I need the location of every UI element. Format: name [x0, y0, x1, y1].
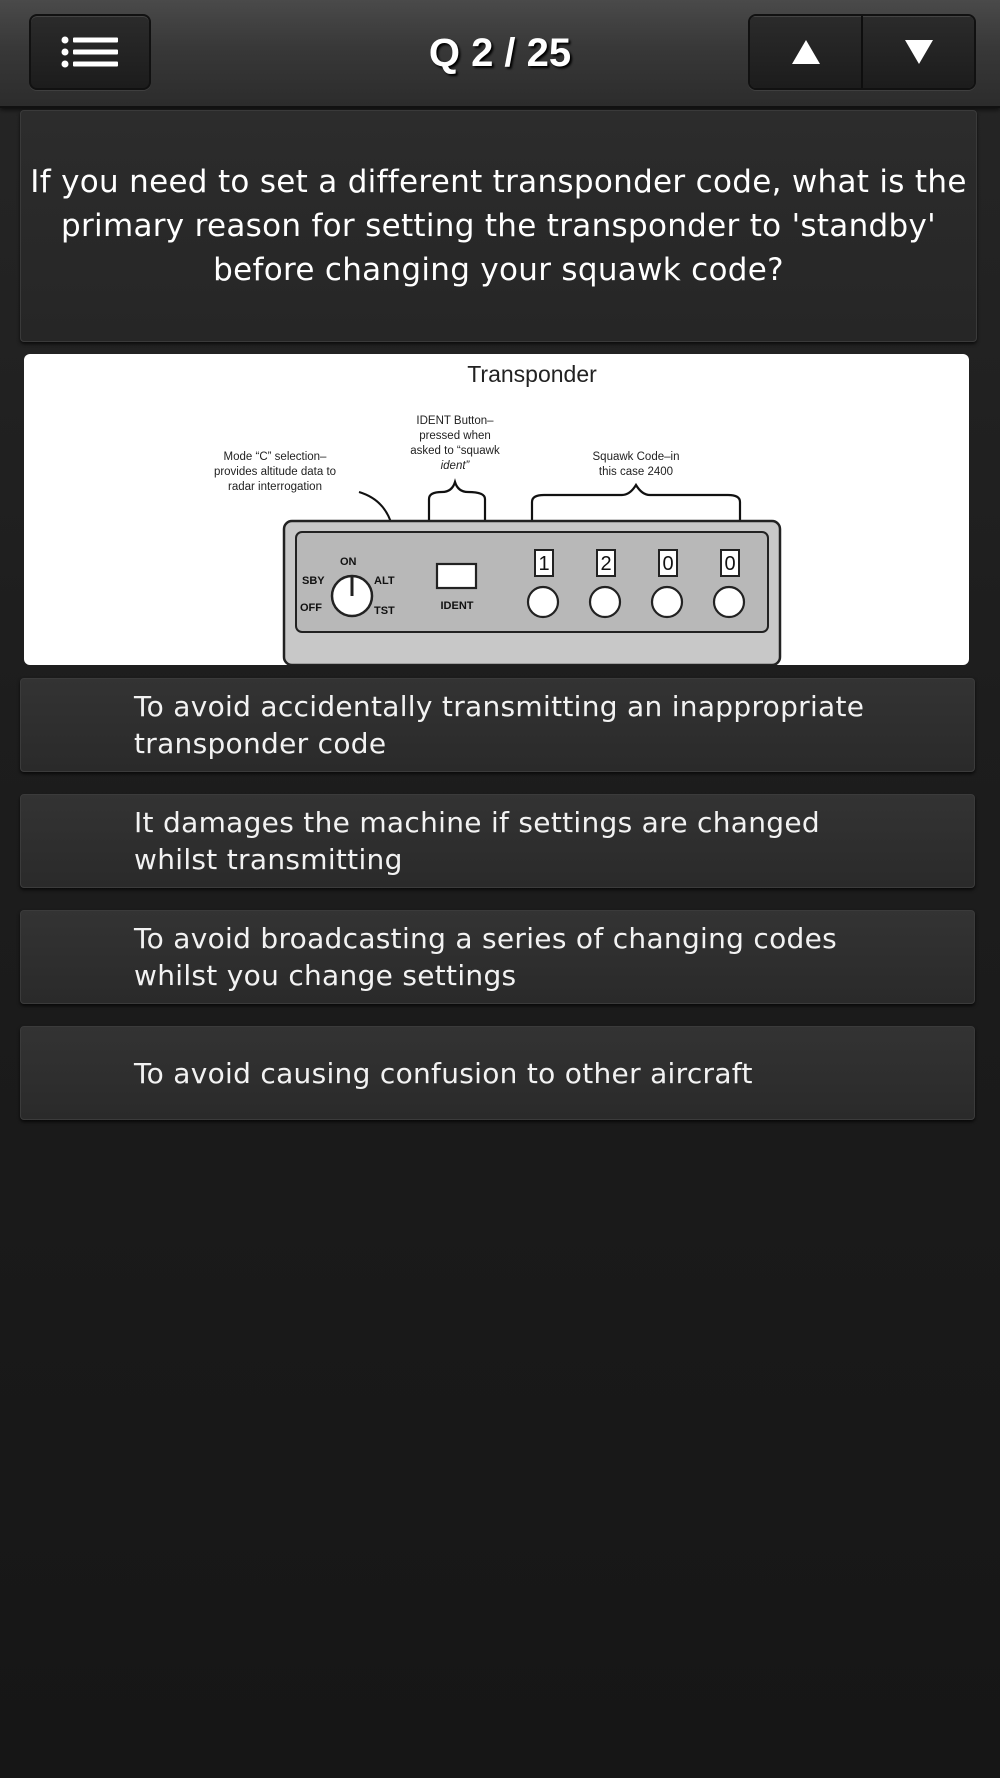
svg-text:IDENT Button–: IDENT Button–: [416, 415, 494, 427]
answer-option[interactable]: [20, 1026, 975, 1120]
answer-option[interactable]: [20, 794, 975, 888]
answer-text: To avoid broadcasting a series of changing codes whilst you change settings: [134, 922, 838, 992]
question-navigation: [748, 14, 976, 90]
squawk-digit: 2: [600, 553, 612, 575]
squawk-note: [593, 451, 680, 478]
diagram-title: Transponder: [467, 361, 597, 387]
svg-text:pressed when: pressed when: [419, 430, 491, 442]
menu-button[interactable]: [29, 14, 151, 90]
svg-text:Mode “C” selection–: Mode “C” selection–: [223, 451, 327, 463]
question-text: If you need to set a different transponder code, what is the primary reason for setting the transponder to 'standby' before changing your squawk code?: [30, 164, 967, 288]
mode-c-note: [214, 451, 336, 493]
list-icon: [60, 36, 120, 68]
svg-text:radar interrogation: radar interrogation: [228, 481, 322, 493]
squawk-digit: 0: [724, 553, 736, 575]
next-question-button[interactable]: [861, 16, 974, 88]
transponder-diagram: [24, 354, 969, 665]
triangle-down-icon: [904, 39, 934, 65]
answer-option[interactable]: [20, 678, 975, 772]
svg-text:Squawk Code–in: Squawk Code–in: [592, 451, 680, 463]
svg-text:ALT: ALT: [374, 575, 395, 587]
top-bar: [0, 0, 1000, 108]
svg-text:SBY: SBY: [302, 575, 325, 587]
ident-label: IDENT: [440, 600, 474, 612]
answer-option[interactable]: [20, 910, 975, 1004]
svg-text:this case 2400: this case 2400: [598, 466, 674, 478]
svg-text:asked to “squawk: asked to “squawk: [410, 445, 500, 457]
svg-text:TST: TST: [374, 605, 395, 617]
previous-question-button[interactable]: [750, 16, 861, 88]
svg-text:OFF: OFF: [300, 602, 322, 614]
question-card: [20, 110, 977, 342]
ident-note: [410, 415, 500, 472]
squawk-digit: 0: [662, 553, 674, 575]
svg-text:ident”: ident”: [440, 460, 470, 472]
ident-brace: [429, 482, 485, 524]
svg-text:provides altitude data to: provides altitude data to: [213, 466, 337, 478]
answer-text: To avoid accidentally transmitting an inappropriate transponder code: [134, 690, 865, 760]
answer-text: It damages the machine if settings are changed whilst transmitting: [134, 806, 820, 876]
answer-text: To avoid causing confusion to other aircraft: [134, 1056, 753, 1090]
ident-button: [437, 564, 476, 588]
triangle-up-icon: [791, 39, 821, 65]
squawk-digit: 1: [538, 553, 550, 575]
svg-text:ON: ON: [340, 556, 357, 568]
question-counter: Q 2 / 25: [428, 31, 572, 75]
